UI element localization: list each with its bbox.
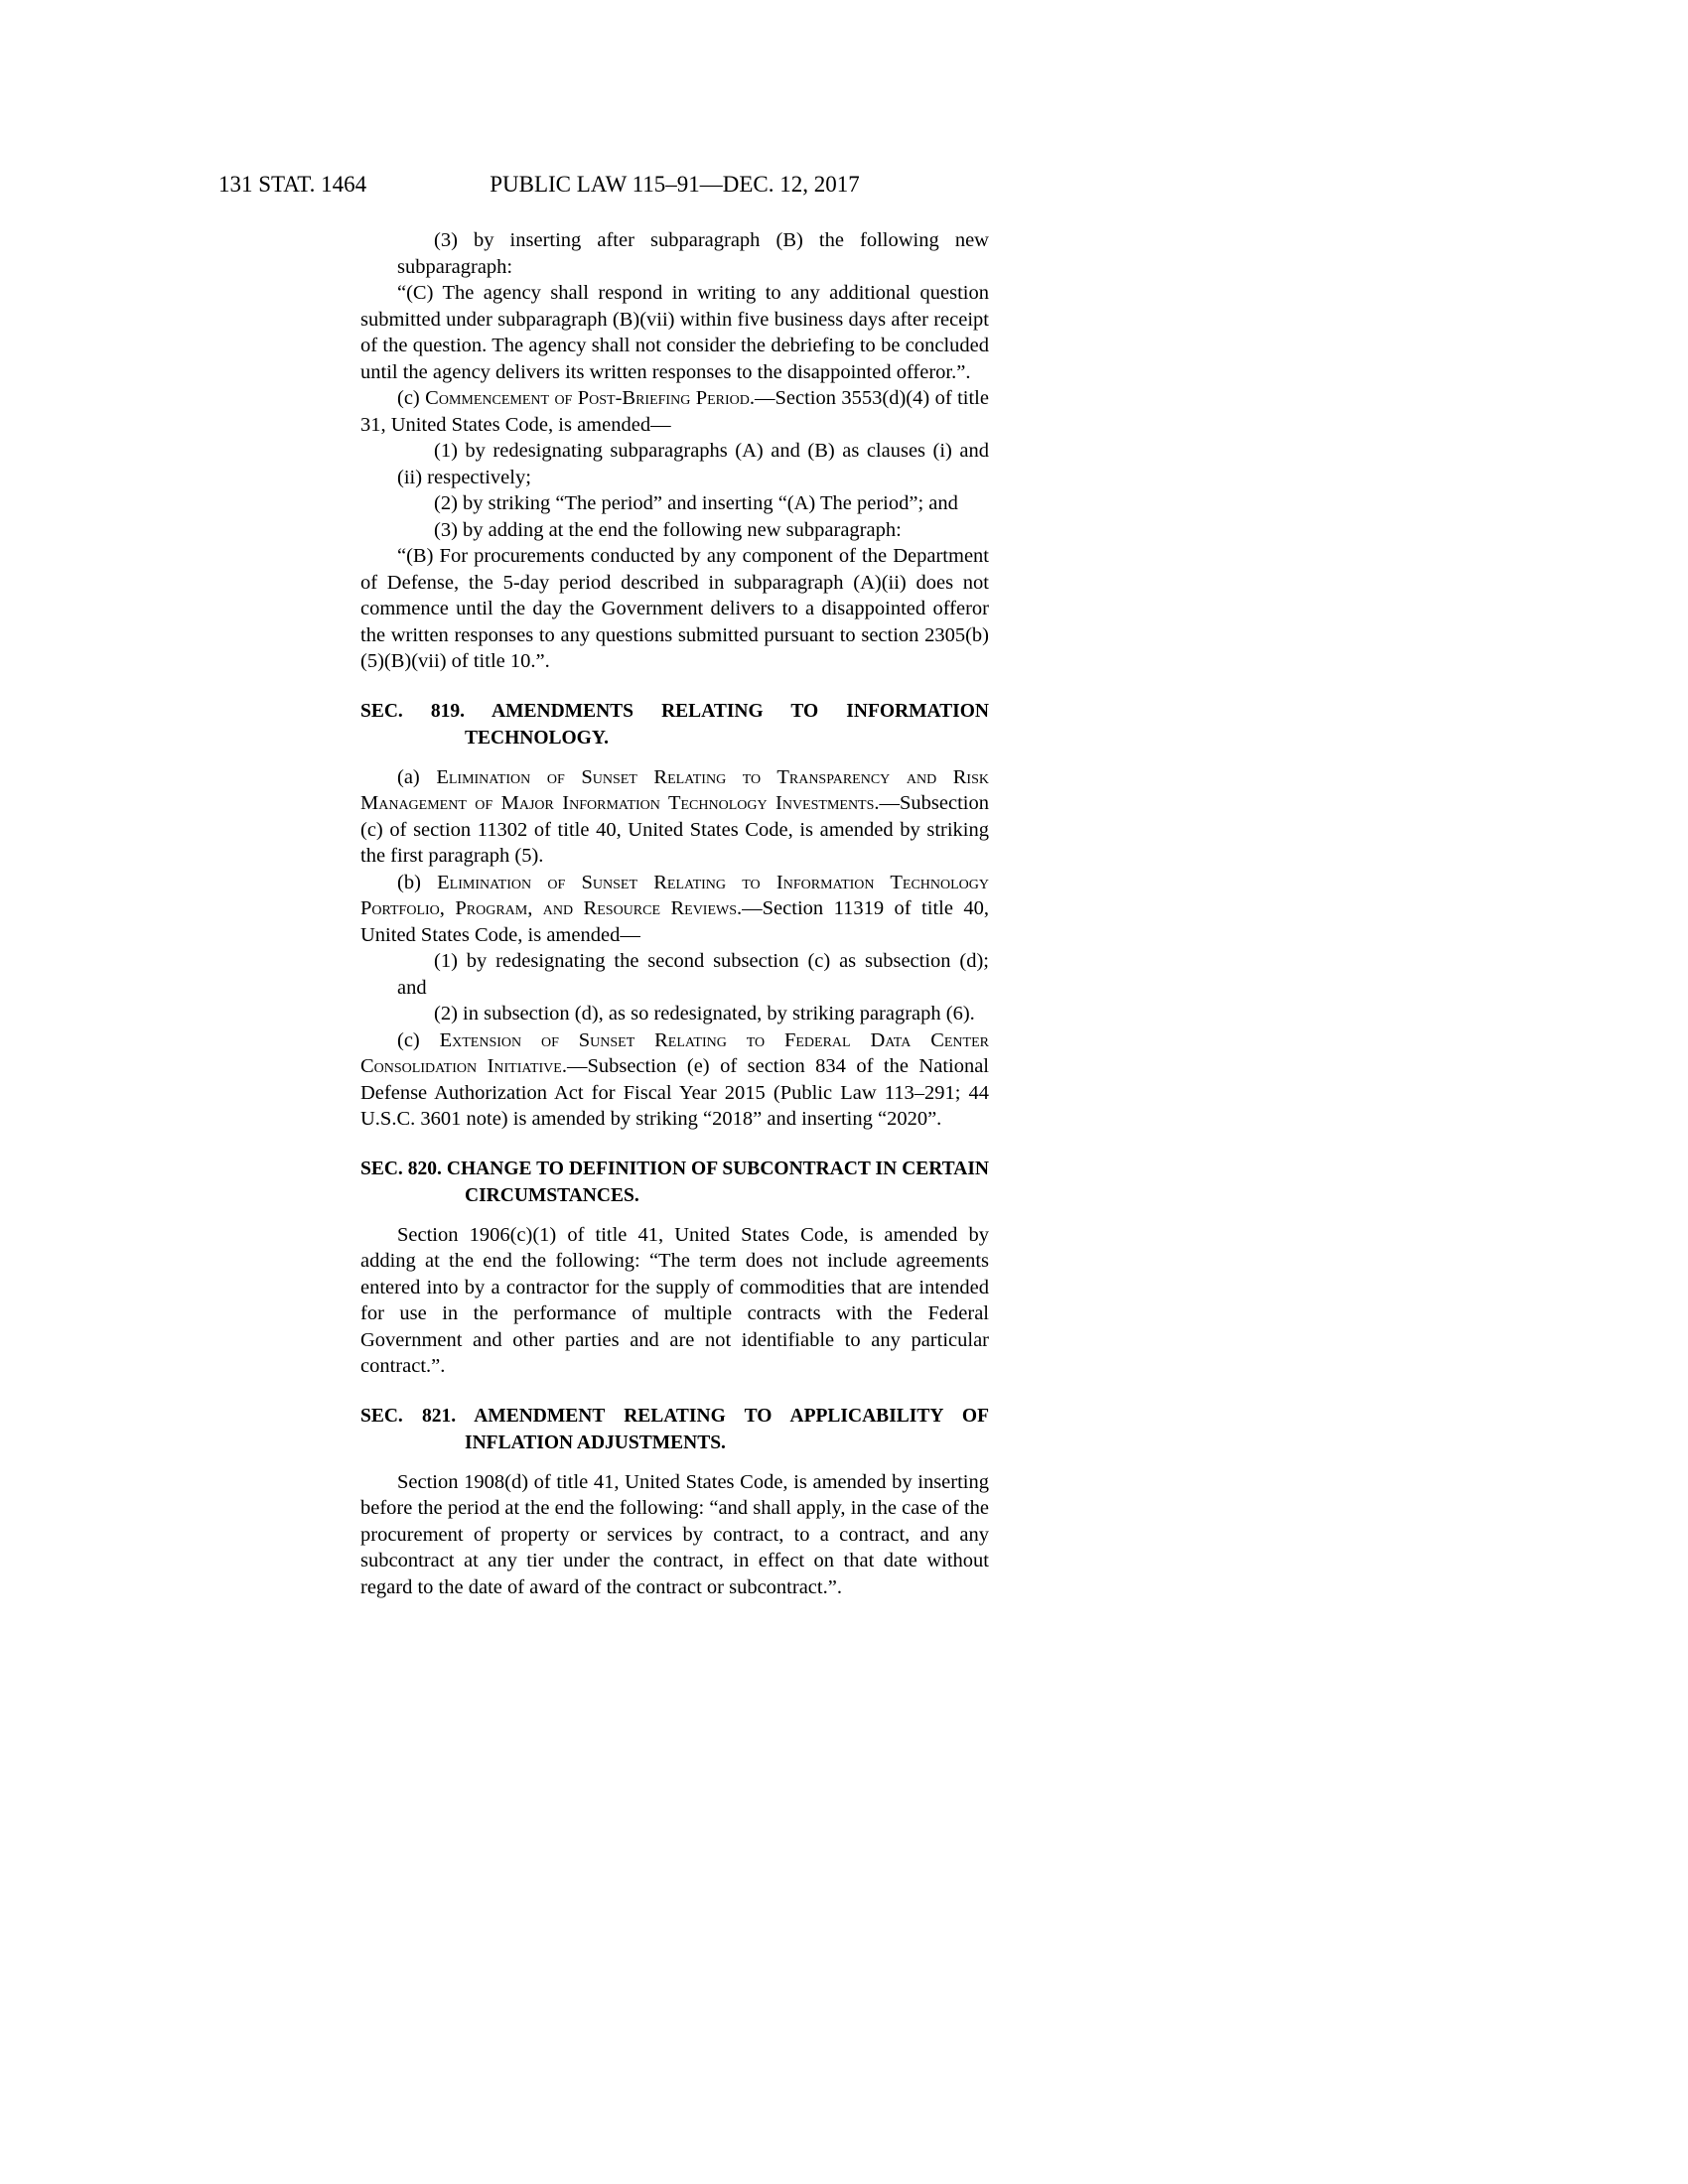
text-run: SEC. 819. AMENDMENTS RELATING TO INFORMATION TECHNOLOGY. [360, 700, 989, 749]
paragraph [360, 517, 989, 544]
paragraph [360, 438, 989, 490]
text-run: .—Section 11319 of title 40, United States Code, is amended— [360, 897, 990, 946]
text-run: .—Subsection (e) of section 834 of the National Defense Authorization Act for Fiscal Year 2015 (Public Law 113–291; 44 U.S.C. 3601 note) is amended by striking “2018” and inserting “2020”. [360, 1055, 990, 1130]
text-run: (1) by redesignating the second subsection (c) as subsection (d); and [397, 950, 989, 999]
law-title: PUBLIC LAW 115–91—DEC. 12, 2017 [490, 172, 860, 197]
text-run: SEC. 820. CHANGE TO DEFINITION OF SUBCONTRACT IN CERTAIN CIRCUMSTANCES. [360, 1158, 989, 1206]
text-run: “(B) For procurements conducted by any component of the Department of Defense, the 5-day period described in subparagraph (A)(ii) does not commence until the day the Government delivers to a disappointed offeror the written responses to any questions submitted pursuant to section 2305(b)(5)(B)(vii) of title 10.”. [360, 545, 989, 672]
paragraph [360, 870, 989, 949]
text-run: (a) [397, 765, 437, 788]
paragraph [360, 227, 989, 280]
text-run: .—Section 3553(d)(4) of title 31, United States Code, is amended— [360, 387, 989, 436]
smallcaps-run: Commencement of Post-Briefing Period [425, 387, 750, 409]
text-run: (3) by adding at the end the following new subparagraph: [434, 518, 902, 541]
text-run: (2) by striking “The period” and inserting “(A) The period”; and [434, 492, 958, 514]
section-heading [360, 1156, 989, 1209]
stat-page-number: 131 STAT. 1464 [218, 172, 367, 197]
paragraph [360, 1469, 989, 1601]
paragraph [360, 543, 989, 675]
paragraph [360, 764, 989, 870]
paragraph [360, 490, 989, 517]
text-run: SEC. 821. AMENDMENT RELATING TO APPLICABILITY OF INFLATION ADJUSTMENTS. [360, 1405, 989, 1453]
section-heading [360, 1403, 989, 1456]
text-run: (c) [397, 387, 426, 409]
text-run: (3) by inserting after subparagraph (B) the following new subparagraph: [397, 229, 989, 278]
paragraph [360, 1027, 989, 1133]
text-run: (c) [397, 1028, 440, 1051]
paragraph [360, 1222, 989, 1380]
text-run: (2) in subsection (d), as so redesignated, by striking paragraph (6). [434, 1003, 975, 1024]
paragraph [360, 280, 989, 385]
document-body [360, 227, 989, 1600]
text-run: Section 1908(d) of title 41, United States Code, is amended by inserting before the period at the end the following: “and shall apply, in the case of the procurement of property or services by contract, to a contract, and any subcontract at any tier under the contract, in effect on that date without regard to the date of award of the contract or subcontract.”. [360, 1470, 989, 1598]
section-heading [360, 698, 989, 751]
text-run: (1) by redesignating subparagraphs (A) and (B) as clauses (i) and (ii) respectively; [397, 440, 989, 488]
text-run: Section 1906(c)(1) of title 41, United States Code, is amended by adding at the end the following: “The term does not include agreements entered into by a contractor for the supply of commodities that are intended for use in the performance of multiple contracts with the Federal Government and other parties and are not identifiable to any particular contract.”. [360, 1223, 989, 1377]
paragraph [360, 948, 989, 1001]
text-run: “(C) The agency shall respond in writing to any additional question submitted under subparagraph (B)(vii) within five business days after receipt of the question. The agency shall not consider the debriefing to be concluded until the agency delivers its written responses to the disappointed offeror.”. [360, 282, 989, 383]
paragraph [360, 385, 989, 438]
smallcaps-run: Extension of Sunset Relating to Federal Data Center Consolidation Initiative [360, 1028, 989, 1077]
text-run: (b) [397, 871, 438, 893]
smallcaps-run: Elimination of Sunset Relating to Transparency and Risk Management of Major Information Technology Investments [360, 765, 989, 814]
paragraph [360, 1001, 989, 1027]
text-run: .—Subsection (c) of section 11302 of title 40, United States Code, is amended by striking the first paragraph (5). [360, 792, 989, 867]
smallcaps-run: Elimination of Sunset Relating to Information Technology Portfolio, Program, and Resource Reviews [360, 871, 990, 919]
